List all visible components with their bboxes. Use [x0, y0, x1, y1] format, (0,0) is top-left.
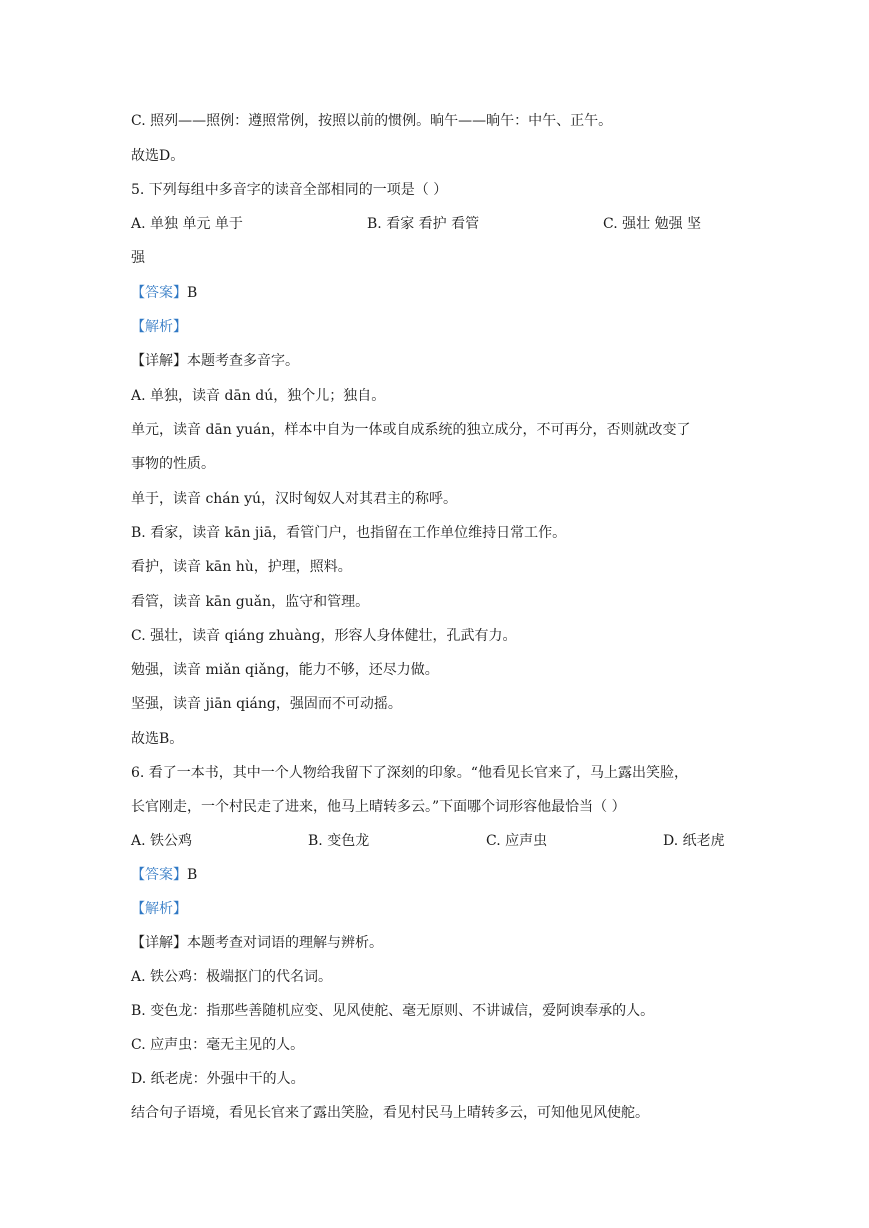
text-line: 单于，读音 chán yú，汉时匈奴人对其君主的称呼。	[131, 491, 458, 507]
question-5: 5. 下列每组中多音字的读音全部相同的一项是（ ）	[131, 182, 448, 198]
option-d: D. 纸老虎	[663, 833, 725, 849]
question-6: 6. 看了一本书，其中一个人物给我留下了深刻的印象。“他看见长官来了，马上露出笑脸，	[131, 765, 688, 781]
detail-tag: 【详解】	[131, 353, 187, 369]
question-6-cont: 长官刚走，一个村民走了进来，他马上晴转多云。”下面哪个词形容他最恰当（ ）	[131, 799, 626, 815]
option-a: A. 单独 单元 单于	[131, 216, 243, 232]
detail-line: 【详解】本题考查对词语的理解与辨析。	[131, 935, 383, 951]
detail-tag: 【详解】	[131, 935, 187, 951]
option-c: C. 应声虫	[486, 833, 548, 849]
text-line: C. 照列——照例：遵照常例，按照以前的惯例。晌午——晌午：中午、正午。	[131, 113, 613, 129]
text-line: A. 单独，读音 dān dú，独个儿；独自。	[131, 388, 386, 404]
text-line: 勉强，读音 miǎn qiǎng，能力不够，还尽力做。	[131, 662, 439, 678]
text-line: A. 铁公鸡：极端抠门的代名词。	[131, 969, 333, 985]
option-a: A. 铁公鸡	[131, 833, 193, 849]
text-line: 结合句子语境，看见长官来了露出笑脸，看见村民马上晴转多云，可知他见风使舵。	[131, 1105, 649, 1121]
analysis-tag: 【解析】	[131, 901, 187, 917]
text-line: B. 变色龙：指那些善随机应变、见风使舵、毫无原则、不讲诚信，爱阿谀奉承的人。	[131, 1003, 655, 1019]
option-b: B. 变色龙	[308, 833, 370, 849]
option-b: B. 看家 看护 看管	[367, 216, 480, 232]
text-line: 看管，读音 kān guǎn，监守和管理。	[131, 594, 370, 610]
text-line: 看护，读音 kān hù，护理，照料。	[131, 559, 352, 575]
text-line: 单元，读音 dān yuán，样本中自为一体或自成系统的独立成分，不可再分，否则就改变了	[131, 422, 691, 438]
text-line: C. 强壮，读音 qiáng zhuàng，形容人身体健壮，孔武有力。	[131, 628, 517, 644]
answer-line	[131, 865, 749, 885]
answer-tag: 【答案】	[131, 285, 187, 301]
analysis-tag: 【解析】	[131, 319, 187, 335]
text-line: D. 纸老虎：外强中干的人。	[131, 1071, 305, 1087]
text-line: 事物的性质。	[131, 456, 215, 472]
option-c-continuation: 强	[131, 250, 145, 266]
answer-line	[131, 283, 749, 303]
text-line: 故选D。	[131, 148, 185, 164]
answer-value: B	[187, 867, 198, 883]
text-line: 故选B。	[131, 731, 184, 747]
text-line: 坚强，读音 jiān qiáng，强固而不可动摇。	[131, 696, 402, 712]
answer-tag: 【答案】	[131, 867, 187, 883]
text-line: C. 应声虫：毫无主见的人。	[131, 1037, 305, 1053]
answer-value: B	[187, 285, 198, 301]
detail-line: 【详解】本题考查多音字。	[131, 353, 299, 369]
option-c: C. 强壮 勉强 坚	[603, 216, 702, 232]
text-line: B. 看家，读音 kān jiā，看管门户，也指留在工作单位维持日常工作。	[131, 525, 567, 541]
